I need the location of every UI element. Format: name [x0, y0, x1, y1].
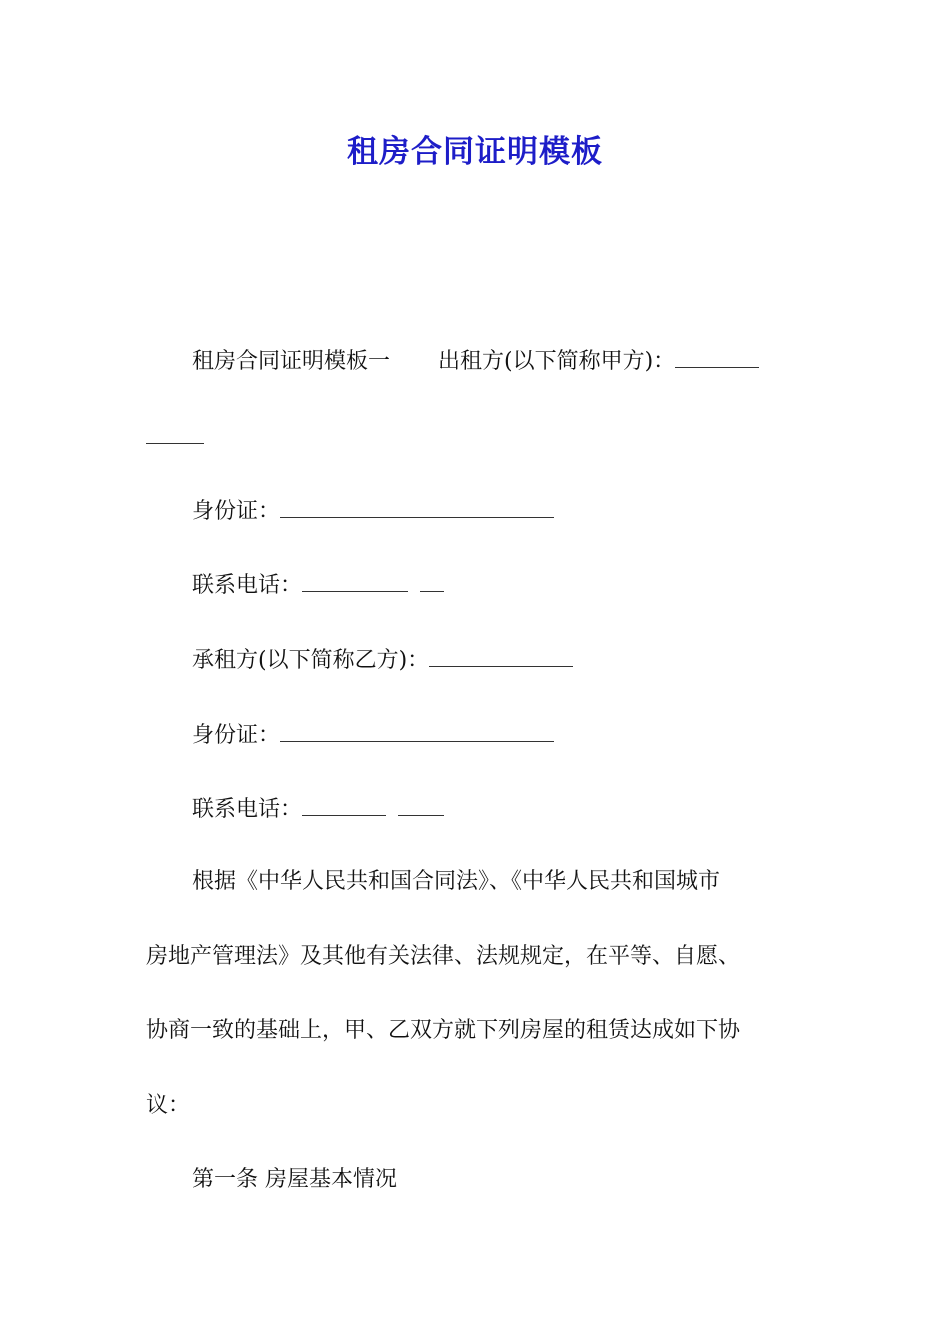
lessor-phone-blank-extra — [420, 567, 444, 592]
lessor-phone-label: 联系电话： — [192, 573, 303, 598]
lessee-phone-blank — [302, 791, 386, 816]
preamble-line-2: 房地产管理法》及其他有关法律、法规规定，在平等、自愿、 — [146, 944, 741, 969]
lessor-phone-blank — [302, 567, 408, 592]
lessor-id-row — [146, 493, 856, 528]
preamble-line-4: 议： — [146, 1093, 191, 1118]
lessor-label: 出租方(以下简称甲方)： — [438, 349, 676, 374]
preamble-line-1: 根据《中华人民共和国合同法》、《中华人民共和国城市 — [192, 869, 721, 894]
lessor-phone-row — [146, 567, 856, 602]
lessee-phone-row — [146, 791, 856, 826]
lessor-name-blank-continued — [146, 443, 204, 444]
lessee-id-label: 身份证： — [192, 723, 281, 748]
lessor-id-label: 身份证： — [192, 499, 281, 524]
lessor-name-blank — [675, 343, 759, 368]
lessee-label: 承租方(以下简称乙方)： — [192, 648, 430, 673]
article-1-heading: 第一条 房屋基本情况 — [192, 1167, 397, 1192]
lessor-row — [146, 343, 856, 378]
lessor-id-blank — [280, 493, 554, 518]
lessee-id-row — [146, 717, 856, 752]
contract-heading: 租房合同证明模板一 — [192, 349, 391, 374]
lessee-row — [146, 642, 856, 677]
lessee-phone-blank-extra — [398, 791, 444, 816]
lessee-phone-label: 联系电话： — [192, 797, 303, 822]
lessee-id-blank — [280, 717, 554, 742]
preamble-line-3: 协商一致的基础上，甲、乙双方就下列房屋的租赁达成如下协 — [146, 1018, 741, 1043]
document-title: 租房合同证明模板 — [347, 134, 603, 170]
lessee-name-blank — [429, 642, 573, 667]
